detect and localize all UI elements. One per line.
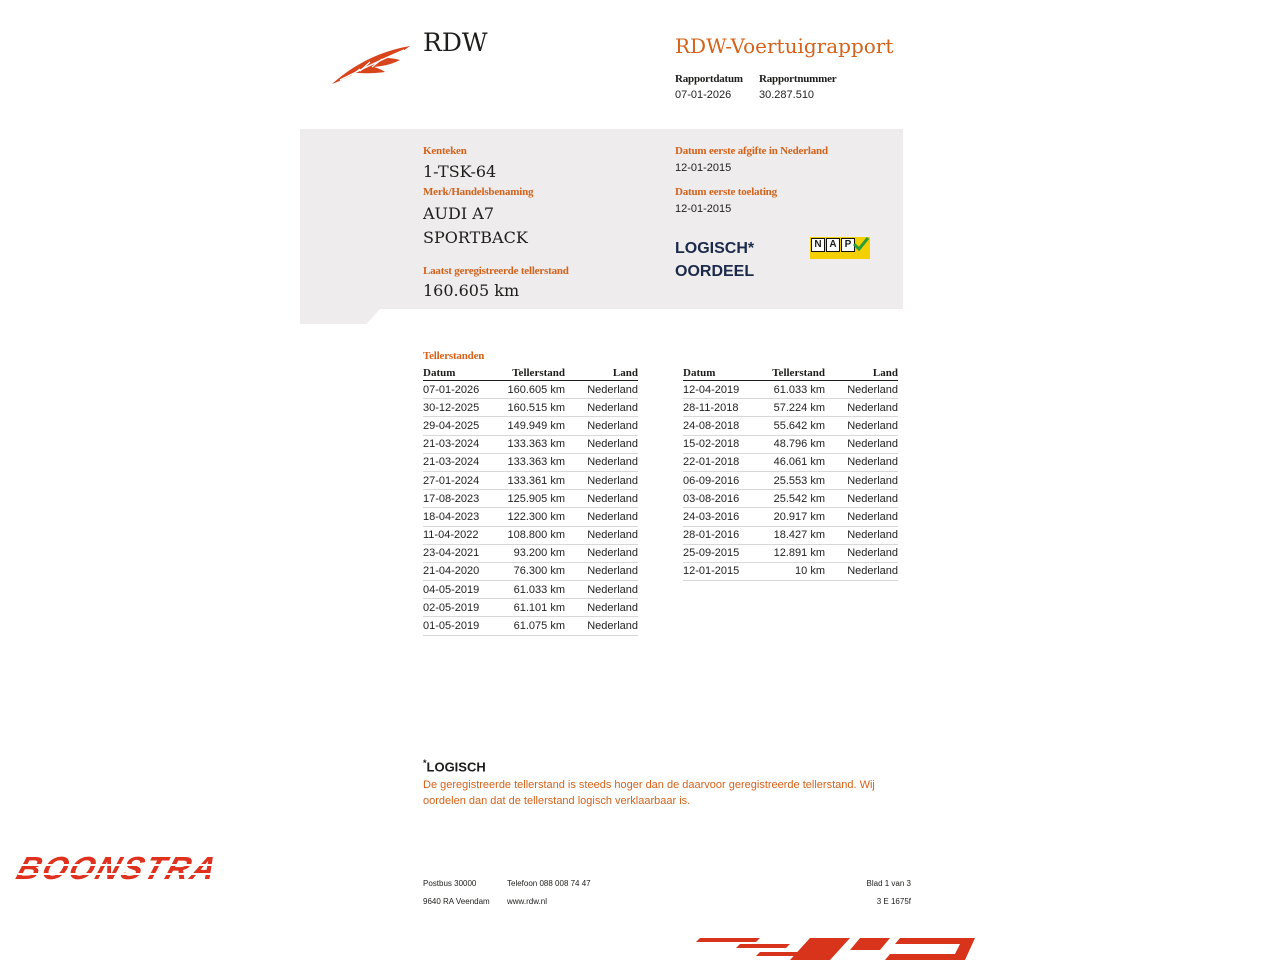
reading-country: Nederland [825, 399, 898, 417]
reading-value: 25.553 km [755, 471, 825, 489]
reading-date: 28-01-2016 [683, 526, 755, 544]
footer-postbus: Postbus 30000 [423, 879, 477, 888]
footer-phone: Telefoon 088 008 74 47 [507, 879, 591, 888]
reading-value: 57.224 km [755, 399, 825, 417]
reading-value: 160.515 km [495, 399, 565, 417]
reading-date: 30-12-2025 [423, 399, 495, 417]
reading-country: Nederland [565, 581, 638, 599]
table-row [683, 508, 898, 526]
reading-country: Nederland [825, 417, 898, 435]
reading-date: 25-09-2015 [683, 544, 755, 562]
reading-country: Nederland [565, 490, 638, 508]
note-title-text: LOGISCH [426, 759, 486, 775]
col-country: Land [825, 366, 898, 381]
nap-letter: N [811, 238, 825, 252]
reading-date: 06-09-2016 [683, 471, 755, 489]
first-admission-value: 12-01-2015 [675, 203, 732, 215]
table-row [683, 417, 898, 435]
reading-date: 27-01-2024 [423, 471, 495, 489]
odometer-label: Laatst geregistreerde tellerstand [423, 265, 569, 277]
reading-value: 133.361 km [495, 471, 565, 489]
reading-country: Nederland [565, 381, 638, 399]
reading-date: 23-04-2021 [423, 544, 495, 562]
table-row [423, 417, 638, 435]
table-row [423, 471, 638, 489]
first-admission-label: Datum eerste toelating [675, 186, 777, 198]
reading-country: Nederland [565, 417, 638, 435]
table-row [423, 617, 638, 635]
reading-date: 11-04-2022 [423, 526, 495, 544]
nap-letter: P [841, 238, 855, 252]
reading-value: 160.605 km [495, 381, 565, 399]
col-reading: Tellerstand [755, 366, 825, 381]
reading-value: 76.300 km [495, 562, 565, 580]
col-date: Datum [683, 366, 755, 381]
plate-value: 1-TSK-64 [423, 162, 497, 181]
reading-value: 133.363 km [495, 453, 565, 471]
reading-value: 48.796 km [755, 435, 825, 453]
table-row [423, 544, 638, 562]
reading-country: Nederland [565, 435, 638, 453]
reading-value: 125.905 km [495, 490, 565, 508]
footer-website[interactable]: www.rdw.nl [507, 897, 548, 906]
readings-table-right [683, 366, 898, 581]
report-date-label: Rapportdatum [675, 73, 743, 85]
reading-value: 61.101 km [495, 599, 565, 617]
reading-value: 61.033 km [495, 581, 565, 599]
table-row [423, 453, 638, 471]
first-issue-nl-label: Datum eerste afgifte in Nederland [675, 145, 828, 157]
rdw-logo-icon [330, 40, 412, 86]
reading-value: 10 km [755, 562, 825, 580]
col-date: Datum [423, 366, 495, 381]
panel-notch [300, 309, 380, 324]
table-row [423, 562, 638, 580]
readings-table-left [423, 366, 638, 636]
reading-value: 18.427 km [755, 526, 825, 544]
readings-title: Tellerstanden [423, 350, 485, 362]
table-row [683, 526, 898, 544]
table-row [423, 526, 638, 544]
reading-value: 93.200 km [495, 544, 565, 562]
reading-value: 61.075 km [495, 617, 565, 635]
reading-date: 02-05-2019 [423, 599, 495, 617]
reading-country: Nederland [565, 562, 638, 580]
report-title: RDW-Voertuigrapport [675, 34, 894, 58]
make-line1: AUDI A7 [423, 204, 495, 223]
decorative-stripes-icon [690, 934, 980, 960]
table-row [683, 471, 898, 489]
reading-value: 12.891 km [755, 544, 825, 562]
reading-value: 149.949 km [495, 417, 565, 435]
reading-country: Nederland [565, 599, 638, 617]
reading-value: 122.300 km [495, 508, 565, 526]
reading-country: Nederland [565, 526, 638, 544]
footer-city: 9640 RA Veendam [423, 897, 490, 906]
plate-label: Kenteken [423, 145, 467, 157]
reading-country: Nederland [825, 562, 898, 580]
table-row [683, 544, 898, 562]
reading-value: 108.800 km [495, 526, 565, 544]
note-text: De geregistreerde tellerstand is steeds hoger dan de daarvoor geregistreerde tellerstand. Wij oordelen dan dat de tellerstand logisch verklaarbaar is. [423, 779, 875, 807]
reading-value: 61.033 km [755, 381, 825, 399]
table-row [423, 490, 638, 508]
make-label: Merk/Handelsbenaming [423, 186, 534, 198]
verdict-line2: OORDEEL [675, 263, 755, 280]
nap-letter: A [826, 238, 840, 252]
reading-country: Nederland [565, 617, 638, 635]
speed-lines-icon [18, 856, 248, 884]
reading-country: Nederland [825, 490, 898, 508]
reading-date: 15-02-2018 [683, 435, 755, 453]
verdict-line1: LOGISCH* [675, 240, 755, 257]
table-row [423, 399, 638, 417]
reading-country: Nederland [825, 544, 898, 562]
report-number-label: Rapportnummer [759, 73, 837, 85]
dealer-logo: BOONSTRA [12, 850, 224, 886]
table-row [683, 399, 898, 417]
reading-country: Nederland [565, 508, 638, 526]
reading-date: 12-04-2019 [683, 381, 755, 399]
report-date: 07-01-2026 [675, 89, 732, 101]
reading-country: Nederland [825, 381, 898, 399]
table-row [423, 435, 638, 453]
table-row [683, 490, 898, 508]
table-row [423, 508, 638, 526]
reading-country: Nederland [565, 471, 638, 489]
reading-date: 24-08-2018 [683, 417, 755, 435]
reading-date: 01-05-2019 [423, 617, 495, 635]
report-number: 30.287.510 [759, 89, 815, 101]
col-country: Land [565, 366, 638, 381]
note-star: * [423, 758, 427, 768]
reading-country: Nederland [565, 544, 638, 562]
reading-date: 07-01-2026 [423, 381, 495, 399]
reading-date: 21-03-2024 [423, 435, 495, 453]
reading-date: 29-04-2025 [423, 417, 495, 435]
reading-date: 24-03-2016 [683, 508, 755, 526]
table-row [683, 453, 898, 471]
footer-page: Blad 1 van 3 [866, 879, 911, 888]
reading-date: 04-05-2019 [423, 581, 495, 599]
note-title [423, 758, 486, 774]
reading-country: Nederland [825, 435, 898, 453]
table-row [423, 381, 638, 399]
reading-value: 46.061 km [755, 453, 825, 471]
footer-code: 3 E 1675f [876, 897, 911, 906]
make-line2: SPORTBACK [423, 228, 528, 247]
reading-date: 18-04-2023 [423, 508, 495, 526]
reading-country: Nederland [825, 526, 898, 544]
table-row [683, 562, 898, 580]
table-row [683, 381, 898, 399]
reading-date: 28-11-2018 [683, 399, 755, 417]
reading-country: Nederland [825, 471, 898, 489]
reading-country: Nederland [825, 453, 898, 471]
reading-country: Nederland [565, 453, 638, 471]
odometer-value: 160.605 km [423, 281, 520, 300]
check-icon [852, 236, 870, 252]
table-row [683, 435, 898, 453]
reading-value: 25.542 km [755, 490, 825, 508]
reading-date: 21-03-2024 [423, 453, 495, 471]
nap-logo [810, 237, 870, 259]
reading-value: 55.642 km [755, 417, 825, 435]
reading-value: 133.363 km [495, 435, 565, 453]
table-row [423, 581, 638, 599]
reading-date: 12-01-2015 [683, 562, 755, 580]
reading-country: Nederland [565, 399, 638, 417]
reading-date: 03-08-2016 [683, 490, 755, 508]
reading-date: 17-08-2023 [423, 490, 495, 508]
reading-date: 22-01-2018 [683, 453, 755, 471]
col-reading: Tellerstand [495, 366, 565, 381]
org-name: RDW [423, 28, 488, 57]
reading-value: 20.917 km [755, 508, 825, 526]
table-row [423, 599, 638, 617]
reading-country: Nederland [825, 508, 898, 526]
reading-date: 21-04-2020 [423, 562, 495, 580]
first-issue-nl-value: 12-01-2015 [675, 162, 732, 174]
